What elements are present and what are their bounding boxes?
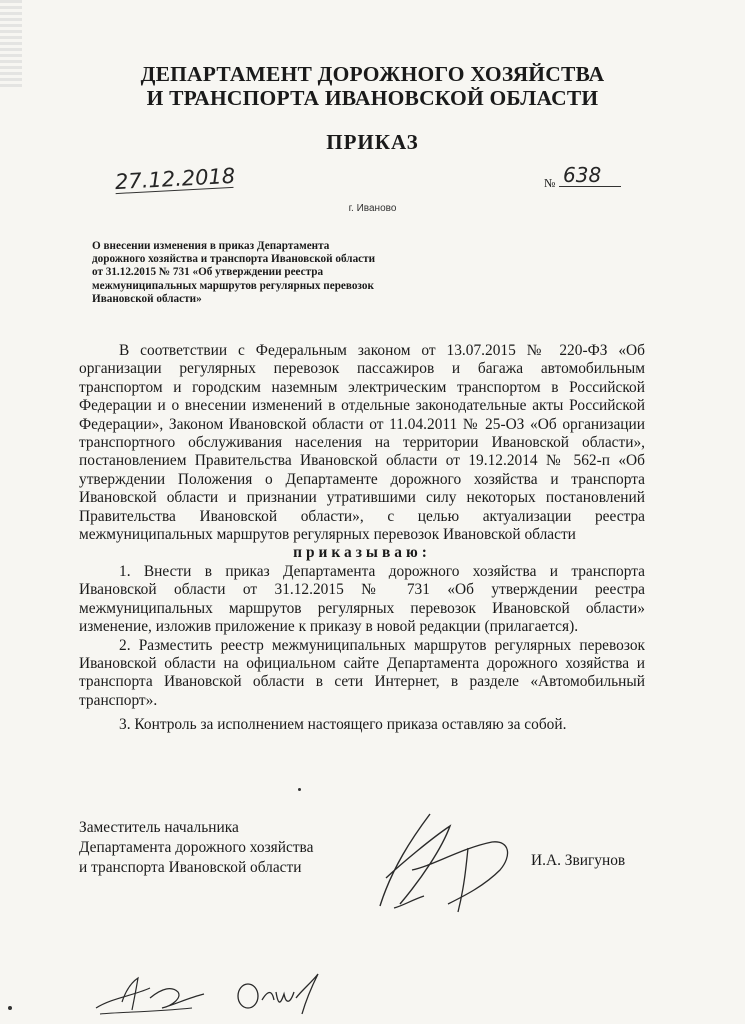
signer-position-line-1: Заместитель начальника: [79, 819, 239, 836]
approval-initials-right: [232, 970, 324, 1016]
subject-line-1: О внесении изменения в приказ Департамента: [92, 240, 330, 252]
signer-position-line-3: и транспорта Ивановской области: [79, 859, 302, 876]
department-line-2: И ТРАНСПОРТА ИВАНОВСКОЙ ОБЛАСТИ: [146, 86, 599, 110]
order-item-1: 1. Внести в приказ Департамента дорожного хозяйства и транспорта Ивановской области от 31.12.2015 № 731 «Об утверждении реестра межмуниципальных маршрутов регулярных перевозок Ивановской области» изменение, изложив приложение к приказу в новой редакции (прилагается).: [79, 562, 645, 636]
city-label: г. Иваново: [348, 203, 397, 214]
order-item-3: 3. Контроль за исполнением настоящего приказа оставляю за собой.: [119, 716, 567, 734]
signer-position: [79, 818, 313, 878]
subject-line-5: Ивановской области»: [92, 292, 202, 305]
approval-initials-left: [92, 968, 210, 1018]
order-item-2: 2. Разместить реестр межмуниципальных маршрутов регулярных перевозок Ивановской области на официальном сайте Департамента дорожного хозяйства и транспорта Ивановской области в сети Интернет, в разделе «Автомобильный транспорт».: [79, 636, 645, 709]
document-type-title: ПРИКАЗ: [326, 130, 419, 154]
department-line-1: ДЕПАРТАМЕНТ ДОРОЖНОГО ХОЗЯЙСТВА: [140, 62, 605, 86]
subject-line-2: дорожного хозяйства и транспорта Ивановской области: [92, 253, 376, 266]
decree-word: приказываю:: [293, 544, 431, 562]
handwritten-date: 27.12.2018: [114, 163, 236, 195]
scan-speck: [8, 1006, 12, 1010]
ink-dot: [298, 788, 301, 791]
subject-line-3: от 31.12.2015 № 731 «Об утверждении реестра: [92, 266, 324, 279]
preamble-paragraph: В соответствии с Федеральным законом от 13.07.2015 № 220-ФЗ «Об организации регулярных перевозок пассажиров и багажа автомобильным транспортом и городским наземным электрическим транспортом в Российской Федерации и о внесении изменений в отдельные законодательные акты Российской Федерации», Законом Ивановской области от 11.04.2011 № 25-ОЗ «Об организации транспортного обслуживания населения на территории Ивановской области», постановлением Правительства Ивановской области от 19.12.2014 № 562-п «Об утверждении Положения о Департаменте дорожного хозяйства и транспорта Ивановской области и признании утратившими силу некоторых постановлений Правительства Ивановской области», с целью актуализации реестра межмуниципальных маршрутов регулярных перевозок Ивановской области: [79, 342, 645, 544]
signer-position-line-2: Департамента дорожного хозяйства: [79, 839, 314, 856]
subject-line-4: межмуниципальных маршрутов регулярных перевозок: [92, 279, 374, 292]
handwritten-order-number: 638: [559, 164, 621, 187]
order-subject: [92, 240, 422, 306]
signer-name: И.А. Звигунов: [531, 852, 626, 869]
department-heading: [0, 62, 745, 110]
handwritten-signature: [372, 808, 522, 918]
number-label: №: [544, 176, 556, 190]
order-body: [79, 342, 645, 735]
